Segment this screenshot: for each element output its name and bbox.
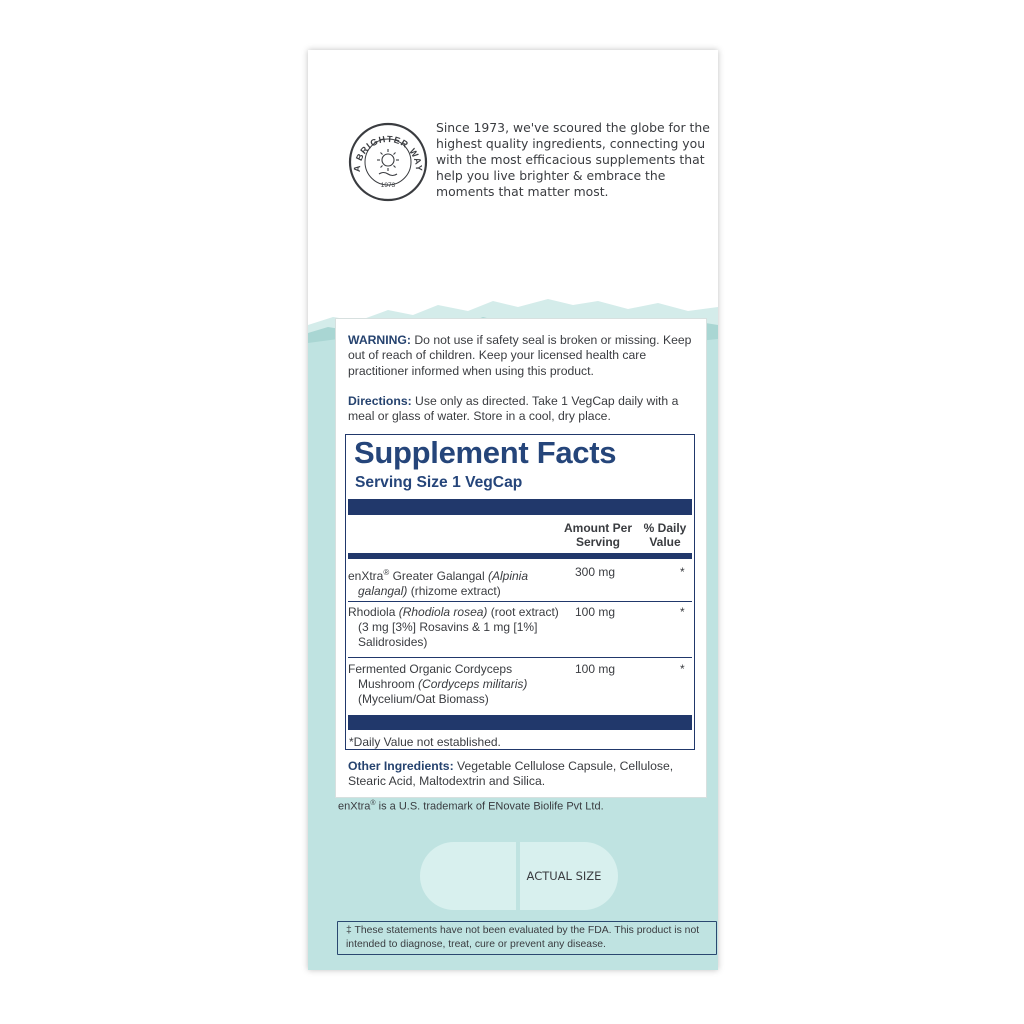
- fda-disclaimer: ‡ These statements have not been evaluated by the FDA. This product is not intended to diagnose, treat, cure or prevent any disease.: [337, 921, 717, 955]
- daily-value-footnote: *Daily Value not established.: [349, 735, 501, 749]
- ingredient-galangal: enXtra® Greater Galangal (Alpinia galangal) (rhizome extract): [348, 568, 529, 598]
- product-box-side: [308, 50, 718, 970]
- directions-label: Directions:: [348, 394, 412, 408]
- other-ingredients-label: Other Ingredients:: [348, 759, 454, 773]
- seal-year: 1973: [380, 182, 396, 189]
- trademark-note: enXtra® is a U.S. trademark of ENovate Biolife Pvt Ltd.: [338, 800, 604, 813]
- amount-galangal: 300 mg: [575, 565, 616, 579]
- brighter-way-seal: [348, 122, 428, 202]
- dv-galangal: *: [680, 565, 685, 579]
- dv-rhodiola: *: [680, 605, 685, 619]
- ingredient-cordyceps: Fermented Organic Cordyceps Mushroom (Cordyceps militaris) (Mycelium/Oat Biomass): [348, 662, 528, 706]
- supplement-facts-panel: [345, 434, 695, 750]
- row-divider: [348, 657, 692, 658]
- dv-cordyceps: *: [680, 662, 685, 676]
- supplement-facts-title: Supplement Facts: [354, 435, 617, 470]
- ingredient-rhodiola: Rhodiola (Rhodiola rosea) (root extract) (3 mg [3%] Rosavins & 1 mg [1%] Salidrosides): [348, 605, 559, 649]
- actual-size-label: ACTUAL SIZE: [526, 869, 602, 883]
- amount-rhodiola: 100 mg: [575, 605, 616, 619]
- brand-intro-text: Since 1973, we've scoured the globe for the highest quality ingredients, connecting you with the most efficacious supplements that help you live brighter & embrace the moments that matter most.: [436, 120, 710, 199]
- seal-arc-text: A BRIGHTER WAY: [351, 133, 425, 173]
- thick-divider-header: [348, 553, 692, 559]
- capsule-left-half: [420, 842, 516, 910]
- capsule-right-half: [520, 842, 618, 910]
- thick-divider-bottom: [348, 715, 692, 730]
- warning-text: WARNING: Do not use if safety seal is broken or missing. Keep out of reach of children. Keep your licensed health care practitioner informed when using this product.: [348, 333, 692, 378]
- other-ingredients-text: Other Ingredients: Vegetable Cellulose Capsule, Cellulose, Stearic Acid, Maltodextrin and Silica.: [348, 759, 674, 789]
- amount-per-serving-header: Amount Per Serving: [563, 521, 632, 549]
- warning-label: WARNING:: [348, 333, 411, 347]
- row-divider: [348, 601, 692, 602]
- amount-cordyceps: 100 mg: [575, 662, 616, 676]
- serving-size: Serving Size 1 VegCap: [355, 474, 523, 491]
- directions-text: Directions: Use only as directed. Take 1 VegCap daily with a meal or glass of water. Store in a cool, dry place.: [348, 394, 679, 424]
- label-panel: [335, 318, 707, 798]
- thick-divider-top: [348, 499, 692, 515]
- daily-value-header: % Daily Value: [643, 521, 687, 549]
- actual-size-capsule: [420, 842, 618, 910]
